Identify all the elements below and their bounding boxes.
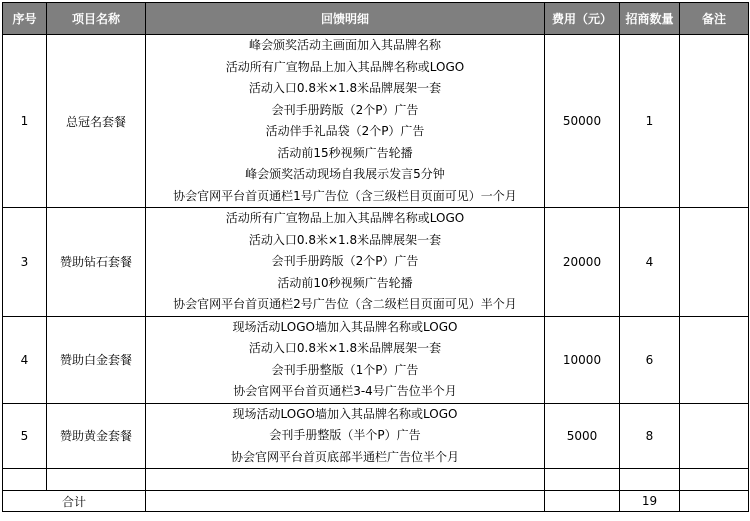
blank-cell [680, 469, 749, 491]
row-details [146, 316, 545, 403]
row-index: 4 [3, 316, 47, 403]
row-quota: 6 [620, 316, 680, 403]
total-details [146, 491, 545, 512]
detail-line: 活动入口0.8米×1.8米品牌展架一套 [248, 341, 442, 355]
row-name: 赞助白金套餐 [47, 316, 146, 403]
row-fee: 5000 [545, 403, 620, 469]
row-fee: 10000 [545, 316, 620, 403]
total-label: 合计 [3, 491, 146, 512]
detail-line: 活动入口0.8米×1.8米品牌展架一套 [248, 81, 442, 95]
detail-line: 现场活动LOGO墙加入其品牌名称或LOGO [232, 406, 458, 421]
blank-cell [545, 469, 620, 491]
blank-cell [3, 469, 47, 491]
blank-cell [47, 469, 146, 491]
detail-line: 会刊手册跨版（2个P）广告 [271, 102, 419, 117]
row-name: 总冠名套餐 [47, 35, 146, 208]
header-fee: 费用（元） [545, 3, 620, 35]
row-quota: 1 [620, 35, 680, 208]
total-quota: 19 [620, 491, 680, 512]
total-remark [680, 491, 749, 512]
table-row [3, 208, 749, 317]
detail-line: 协会官网平台首页通栏1号广告位（含三级栏目页面可见）一个月 [173, 188, 517, 203]
row-index: 3 [3, 208, 47, 317]
table-row [3, 35, 749, 208]
header-quota: 招商数量 [620, 3, 680, 35]
row-quota: 8 [620, 403, 680, 469]
sponsorship-table [2, 2, 749, 512]
detail-line: 活动前10秒视频广告轮播 [277, 275, 413, 290]
row-remark [680, 316, 749, 403]
row-name: 赞助钻石套餐 [47, 208, 146, 317]
detail-line: 活动所有广宣物品上加入其品牌名称或LOGO [225, 59, 465, 74]
header-row [3, 3, 749, 35]
detail-line: 会刊手册整版（半个P）广告 [269, 428, 421, 442]
detail-line: 会刊手册跨版（2个P）广告 [271, 254, 419, 268]
row-details [146, 208, 545, 317]
header-remark: 备注 [680, 3, 749, 35]
row-details [146, 403, 545, 469]
row-index: 5 [3, 403, 47, 469]
row-remark [680, 403, 749, 469]
detail-line: 协会官网平台首页通栏2号广告位（含二级栏目页面可见）半个月 [173, 297, 517, 311]
detail-line: 活动入口0.8米×1.8米品牌展架一套 [248, 232, 442, 247]
detail-line: 峰会颁奖活动现场自我展示发言5分钟 [245, 167, 445, 181]
detail-line: 现场活动LOGO墙加入其品牌名称或LOGO [232, 319, 458, 334]
row-fee: 20000 [545, 208, 620, 317]
detail-line: 活动前15秒视频广告轮播 [277, 145, 413, 160]
row-quota: 4 [620, 208, 680, 317]
total-fee [545, 491, 620, 512]
row-index: 1 [3, 35, 47, 208]
detail-line: 协会官网平台首页通栏3-4号广告位半个月 [233, 384, 457, 398]
header-details: 回馈明细 [146, 3, 545, 35]
detail-line: 峰会颁奖活动主画面加入其品牌名称 [248, 38, 441, 52]
row-name: 赞助黄金套餐 [47, 403, 146, 469]
detail-line: 活动所有广宣物品上加入其品牌名称或LOGO [225, 211, 465, 225]
row-remark [680, 208, 749, 317]
blank-row [3, 469, 749, 491]
total-row [3, 491, 749, 512]
header-index: 序号 [3, 3, 47, 35]
detail-line: 会刊手册整版（1个P）广告 [271, 362, 419, 377]
row-fee: 50000 [545, 35, 620, 208]
blank-cell [146, 469, 545, 491]
row-details [146, 35, 545, 208]
table-row [3, 316, 749, 403]
header-name: 项目名称 [47, 3, 146, 35]
detail-line: 协会官网平台首页底部半通栏广告位半个月 [230, 449, 459, 464]
blank-cell [620, 469, 680, 491]
detail-line: 活动伴手礼品袋（2个P）广告 [265, 124, 425, 138]
table-row [3, 403, 749, 469]
row-remark [680, 35, 749, 208]
